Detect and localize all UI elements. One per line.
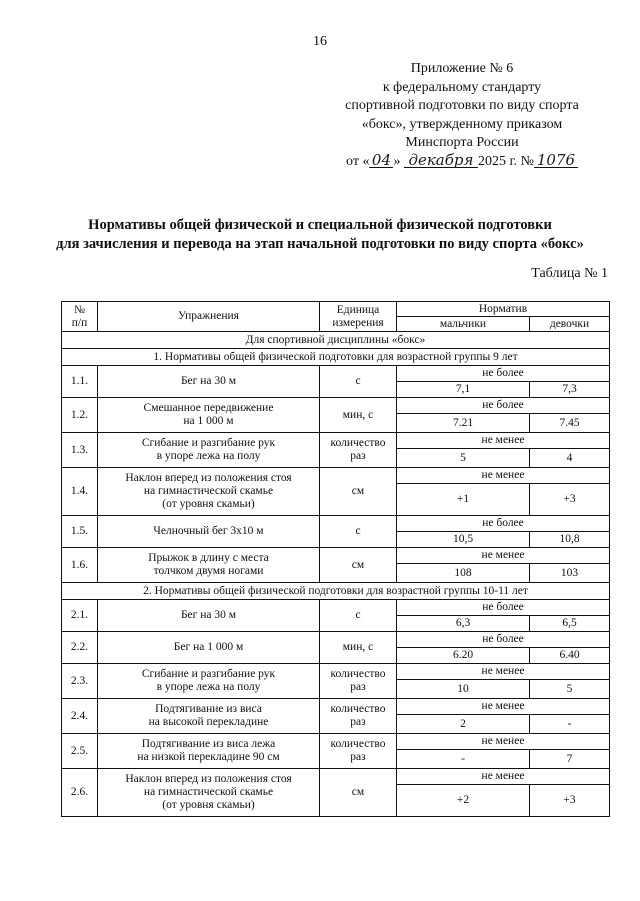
exercise-cell [98, 468, 320, 516]
discipline-row [62, 332, 610, 349]
row-number: 1.1. [62, 366, 98, 398]
exercise-cell-line: Смешанное передвижение [143, 402, 274, 414]
value-boys: +1 [397, 484, 530, 516]
discipline-cell: Для спортивной дисциплины «бокс» [62, 332, 610, 349]
exercise-cell-line: (от уровня скамьи) [162, 799, 255, 811]
header-girls: девочки [530, 317, 610, 332]
row-number: 2.5. [62, 734, 98, 769]
value-girls: 7.45 [530, 414, 610, 433]
handwritten-month: декабря [404, 153, 478, 168]
exercise-cell [98, 600, 320, 632]
row-number: 2.3. [62, 664, 98, 699]
unit-cell-line: с [355, 525, 361, 537]
unit-cell [320, 600, 397, 632]
unit-cell [320, 398, 397, 433]
appendix-line: Минспорта России [405, 135, 519, 150]
norm-condition: не менее [397, 734, 610, 750]
unit-cell-line: мин, с [342, 408, 374, 421]
unit-cell-line: раз [350, 450, 366, 462]
exercise-cell-line: Подтягивание из виса [155, 703, 262, 715]
exercise-cell-line: Наклон вперед из положения стоя [125, 773, 292, 785]
exercise-cell-line: Сгибание и разгибание рук [141, 437, 276, 449]
appendix-line: «бокс», утвержденному приказом [361, 116, 563, 132]
appendix-block [332, 60, 592, 171]
value-girls: +3 [530, 785, 610, 817]
exercise-cell [98, 516, 320, 548]
table-row [62, 769, 610, 785]
value-girls: 4 [530, 449, 610, 468]
row-number: 2.4. [62, 699, 98, 734]
unit-cell [320, 468, 397, 516]
unit-cell-line: раз [350, 716, 366, 728]
section-title: 2. Нормативы общей физической подготовки для возрастной группы 10-11 лет [62, 583, 610, 600]
value-girls: 103 [530, 564, 610, 583]
exercise-cell-line: Подтягивание из виса лежа [141, 738, 276, 750]
exercise-cell-line: (от уровня скамьи) [162, 498, 255, 510]
handwritten-order-number: 1076 [534, 153, 578, 168]
value-girls: 7,3 [530, 382, 610, 398]
value-girls: 6.40 [530, 648, 610, 664]
norm-condition: не менее [397, 548, 610, 564]
row-number: 2.1. [62, 600, 98, 632]
exercise-cell-line: толчком двумя ногами [153, 565, 264, 577]
unit-cell-line: количество [330, 703, 386, 715]
table-row [62, 734, 610, 750]
value-boys: 10 [397, 680, 530, 699]
value-boys: 108 [397, 564, 530, 583]
header-number: № п/п [62, 302, 98, 332]
table-header-row [62, 302, 610, 317]
value-girls: 6,5 [530, 616, 610, 632]
row-number: 1.6. [62, 548, 98, 583]
section-row [62, 349, 610, 366]
exercise-cell-line: Челночный бег 3х10 м [153, 525, 264, 537]
appendix-line: Приложение № 6 [410, 61, 514, 76]
exercise-cell [98, 699, 320, 734]
exercise-cell [98, 548, 320, 583]
unit-cell-line: с [355, 609, 361, 621]
row-number: 2.2. [62, 632, 98, 664]
exercise-cell [98, 433, 320, 468]
unit-cell-line: мин, с [342, 641, 374, 653]
table-row [62, 398, 610, 414]
value-girls: 10,8 [530, 532, 610, 548]
exercise-cell [98, 632, 320, 664]
appendix-line: спортивной подготовки по виду спорта [345, 98, 579, 113]
exercise-cell-line: на высокой перекладине [148, 716, 269, 728]
unit-cell-line: количество [330, 437, 386, 449]
unit-cell-line: см [351, 786, 365, 798]
unit-cell [320, 548, 397, 583]
handwritten-day: 04 [369, 153, 393, 168]
unit-cell [320, 734, 397, 769]
exercise-cell-line: Бег на 30 м [180, 609, 237, 621]
value-boys: - [397, 750, 530, 769]
unit-cell-line: количество [330, 738, 386, 750]
value-boys: +2 [397, 785, 530, 817]
value-boys: 7,1 [397, 382, 530, 398]
exercise-cell-line: Бег на 30 м [180, 375, 237, 387]
unit-cell-line: раз [350, 681, 366, 693]
date-mid: » [393, 153, 401, 169]
norm-condition: не более [397, 632, 610, 648]
norm-condition: не более [397, 366, 610, 382]
exercise-cell-line: Наклон вперед из положения стоя [125, 472, 292, 484]
value-girls: 5 [530, 680, 610, 699]
norm-condition: не более [397, 398, 610, 414]
unit-cell [320, 632, 397, 664]
unit-cell [320, 433, 397, 468]
exercise-cell-line: в упоре лежа на полу [156, 450, 261, 462]
value-girls: - [530, 715, 610, 734]
row-number: 1.2. [62, 398, 98, 433]
unit-cell [320, 516, 397, 548]
exercise-cell [98, 664, 320, 699]
unit-cell-line: раз [350, 751, 366, 763]
value-girls: +3 [530, 484, 610, 516]
date-year: 2025 г. № [477, 153, 534, 169]
exercise-cell [98, 398, 320, 433]
value-boys: 6,3 [397, 616, 530, 632]
table-row [62, 516, 610, 532]
value-boys: 6.20 [397, 648, 530, 664]
exercise-cell [98, 366, 320, 398]
row-number: 1.4. [62, 468, 98, 516]
section-title: 1. Нормативы общей физической подготовки для возрастной группы 9 лет [62, 349, 610, 366]
title-line-2: для зачисления и перевода на этап начальной подготовки по виду спорта «бокс» [56, 236, 584, 252]
value-boys: 10,5 [397, 532, 530, 548]
row-number: 1.3. [62, 433, 98, 468]
norm-condition: не менее [397, 433, 610, 449]
norm-condition: не более [397, 600, 610, 616]
unit-cell-line: см [351, 558, 365, 571]
document-title [0, 216, 640, 254]
value-boys: 5 [397, 449, 530, 468]
exercise-cell-line: Сгибание и разгибание рук [141, 668, 276, 680]
norm-condition: не менее [397, 468, 610, 484]
header-norm: Норматив [397, 302, 610, 317]
exercise-cell-line: Прыжок в длину с места [148, 552, 269, 564]
title-line-1: Нормативы общей физической и специальной физической подготовки [88, 217, 552, 233]
norm-condition: не более [397, 516, 610, 532]
table-row [62, 433, 610, 449]
table-row [62, 468, 610, 484]
exercise-cell [98, 769, 320, 817]
exercise-cell-line: на гимнастической скамье [143, 786, 274, 798]
unit-cell-line: с [355, 375, 361, 387]
norm-condition: не менее [397, 664, 610, 680]
norms-table [61, 301, 610, 817]
exercise-cell-line: Бег на 1 000 м [173, 641, 244, 653]
unit-cell-line: количество [330, 668, 386, 680]
value-boys: 2 [397, 715, 530, 734]
norm-condition: не менее [397, 699, 610, 715]
appendix-line: к федеральному стандарту [382, 79, 542, 95]
exercise-cell-line: на гимнастической скамье [143, 485, 274, 497]
header-boys: мальчики [397, 317, 530, 332]
date-prefix: от « [346, 153, 370, 169]
appendix-date-line [332, 150, 592, 172]
unit-cell [320, 699, 397, 734]
unit-cell [320, 366, 397, 398]
table-row [62, 600, 610, 616]
norm-condition: не менее [397, 769, 610, 785]
row-number: 1.5. [62, 516, 98, 548]
header-exercise: Упражнения [98, 302, 320, 332]
section-row [62, 583, 610, 600]
header-unit: Единица измерения [320, 302, 397, 332]
unit-cell-line: см [351, 485, 365, 497]
row-number: 2.6. [62, 769, 98, 817]
table-row [62, 366, 610, 382]
unit-cell [320, 769, 397, 817]
value-girls: 7 [530, 750, 610, 769]
table-row [62, 632, 610, 648]
exercise-cell-line: в упоре лежа на полу [156, 681, 261, 693]
page-number: 16 [313, 34, 327, 49]
table-row [62, 699, 610, 715]
table-label: Таблица № 1 [531, 266, 608, 281]
exercise-cell [98, 734, 320, 769]
unit-cell [320, 664, 397, 699]
table-row [62, 664, 610, 680]
exercise-cell-line: на 1 000 м [183, 415, 234, 427]
value-boys: 7.21 [397, 414, 530, 433]
exercise-cell-line: на низкой перекладине 90 см [137, 751, 280, 763]
table-row [62, 548, 610, 564]
